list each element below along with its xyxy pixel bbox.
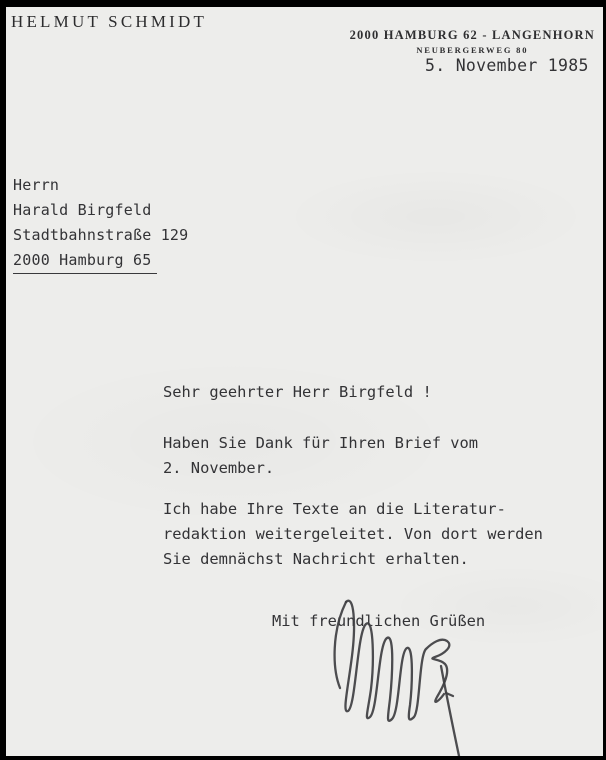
paragraph-line: Sie demnächst Nachricht erhalten. (163, 550, 469, 568)
recipient-address-block (13, 173, 188, 274)
signature-scrawl (324, 596, 484, 756)
paragraph-line: redaktion weitergeleitet. Von dort werden (163, 525, 543, 543)
letter-page (6, 7, 603, 756)
recipient-street: Stadtbahnstraße 129 (13, 226, 189, 244)
paragraph-line: Ich habe Ihre Texte an die Literatur- (163, 500, 506, 518)
letter-greeting: Sehr geehrter Herr Birgfeld ! (163, 383, 432, 401)
paragraph-line: Haben Sie Dank für Ihren Brief vom (163, 434, 479, 452)
recipient-salutation: Herrn (13, 176, 60, 194)
letter-date: 5. November 1985 (425, 56, 589, 75)
signature-helmut-schmidt-icon (324, 596, 484, 756)
recipient-city: 2000 Hamburg 65 (13, 248, 157, 274)
letter-paragraph-1 (163, 431, 478, 481)
letter-closing: Mit freundlichen Grüßen (272, 612, 486, 630)
recipient-name: Harald Birgfeld (13, 201, 152, 219)
letterhead-address-block (350, 28, 595, 55)
paragraph-line: 2. November. (163, 459, 275, 477)
letterhead-sender-name: HELMUT SCHMIDT (11, 12, 208, 31)
letterhead-street-line: NEUBERGERWEG 80 (416, 45, 529, 55)
letterhead-city-line: 2000 HAMBURG 62 - LANGENHORN (349, 28, 595, 42)
letter-paragraph-2 (163, 497, 543, 572)
